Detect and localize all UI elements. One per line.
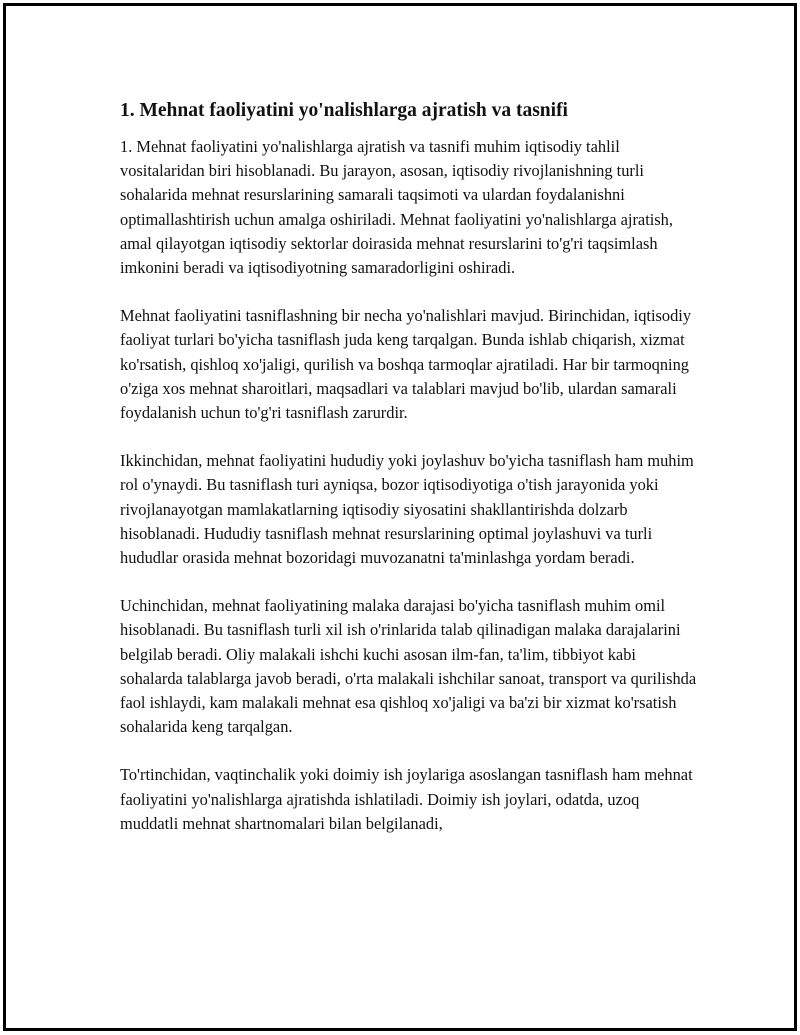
section-heading: 1. Mehnat faoliyatini yo'nalishlarga ajratish va tasnifi (120, 100, 568, 121)
paragraph-4: Uchinchidan, mehnat faoliyatining malaka darajasi bo'yicha tasniflash muhim omil hisoblanadi. Bu tasniflash turli xil ish o'rinlarida talab qilinadigan malaka darajalarini belgilab beradi. Oliy malakali ishchi kuchi asosan ilm-fan, ta'lim, tibbiyot kabi sohalarda talablarga javob beradi, o'rta malakali ishchilar sanoat, transport va qurilishda faol ishlaydi, kam malakali mehnat esa qishloq xo'jaligi va ba'zi bir xizmat ko'rsatish sohalarida keng tarqalgan. (120, 596, 697, 737)
page-frame (3, 3, 797, 1031)
paragraph-2: Mehnat faoliyatini tasniflashning bir necha yo'nalishlari mavjud. Birinchidan, iqtisodiy faoliyat turlari bo'yicha tasniflash juda keng tarqalgan. Bunda ishlab chiqarish, xizmat ko'rsatish, qishloq xo'jaligi, qurilish va boshqa tarmoqlar ajratiladi. Har bir tarmoqning o'ziga xos mehnat sharoitlari, maqsadlari va talablari mavjud bo'lib, ulardan samarali foydalanish uchun to'g'ri tasniflash zarurdir. (120, 306, 692, 423)
paragraph-5: To'rtinchidan, vaqtinchalik yoki doimiy ish joylariga asoslangan tasniflash ham mehnat faoliyatini yo'nalishlarga ajratishda ishlatiladi. Doimiy ish joylari, odatda, uzoq muddatli mehnat shartnomalari bilan belgilanadi, (120, 765, 693, 833)
document-body (120, 98, 700, 860)
paragraph-3: Ikkinchidan, mehnat faoliyatini hududiy yoki joylashuv bo'yicha tasniflash ham muhim rol o'ynaydi. Bu tasniflash turi ayniqsa, bozor iqtisodiyotiga o'tish jarayonida yoki rivojlanayotgan mamlakatlarning iqtisodiy siyosatini shakllantirishda dolzarb hisoblanadi. Hududiy tasniflash mehnat resurslarining optimal joylashuvi va turli hududlar orasida mehnat bozoridagi muvozanatni ta'minlashga yordam beradi. (120, 451, 694, 568)
paragraph-1: 1. Mehnat faoliyatini yo'nalishlarga ajratish va tasnifi muhim iqtisodiy tahlil vositalaridan biri hisoblanadi. Bu jarayon, asosan, iqtisodiy rivojlanishning turli sohalarida mehnat resurslarining samarali taqsimoti va ulardan foydalanishni optimallashtirish uchun amalga oshiriladi. Mehnat faoliyatini yo'nalishlarga ajratish, amal qilayotgan iqtisodiy sektorlar doirasida mehnat resurslarini to'g'ri taqsimlash imkonini beradi va iqtisodiyotning samaradorligini oshiradi. (120, 137, 673, 278)
